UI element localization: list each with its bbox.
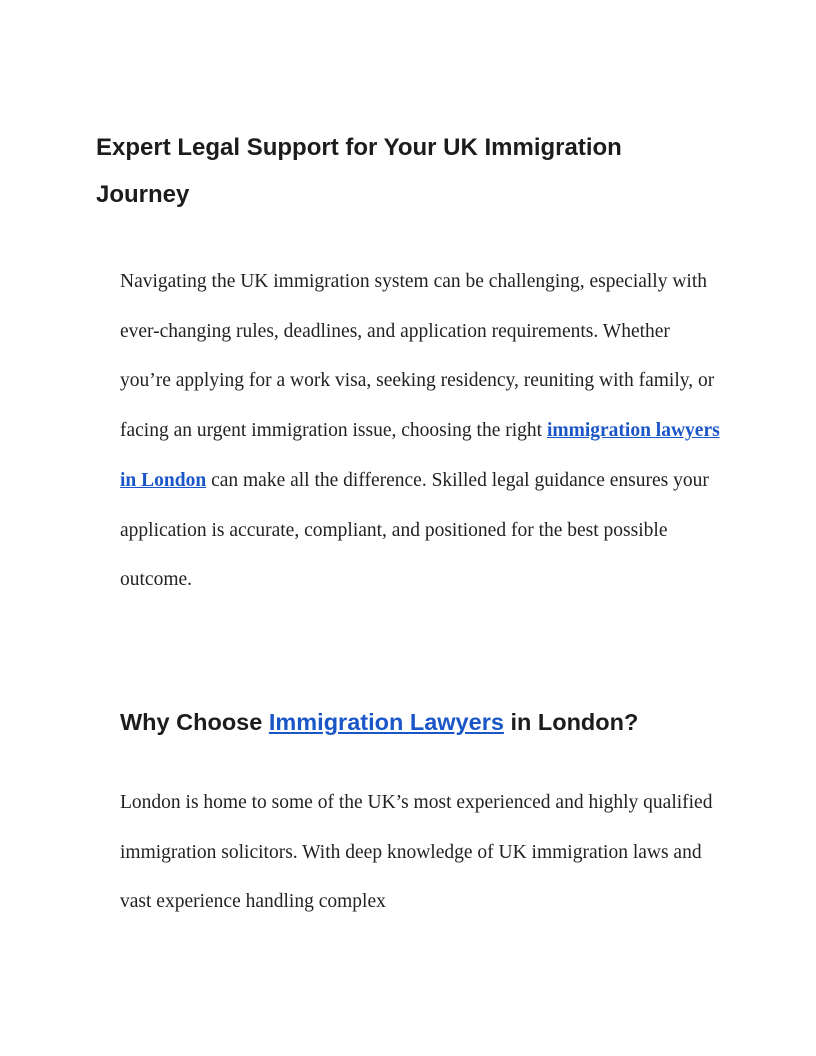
immigration-lawyers-london-link[interactable]: immigration lawyers in London xyxy=(120,420,720,491)
intro-text-before-link: Navigating the UK immigration system can be challenging, especially with ever-changing rules, deadlines, and application requirements. Whether you’re applying for a work visa, seeking residency, reuniting with family, or facing an urgent immigration issue, choosing the right xyxy=(120,271,715,442)
intro-text-after-link: can make all the difference. Skilled legal guidance ensures your application is accurate, compliant, and positioned for the best possible outcome. xyxy=(120,469,709,591)
section-paragraph: London is home to some of the UK’s most experienced and highly qualified immigration solicitors. With deep knowledge of UK immigration laws and vast experience handling complex xyxy=(120,792,713,913)
section-heading-suffix: in London? xyxy=(503,709,639,735)
document-title: Expert Legal Support for Your UK Immigration Journey xyxy=(96,134,622,208)
immigration-lawyers-link[interactable]: Immigration Lawyers xyxy=(268,709,504,735)
intro-paragraph xyxy=(120,257,720,605)
section-heading xyxy=(120,700,740,744)
section-heading-prefix: Why Choose xyxy=(120,709,269,735)
